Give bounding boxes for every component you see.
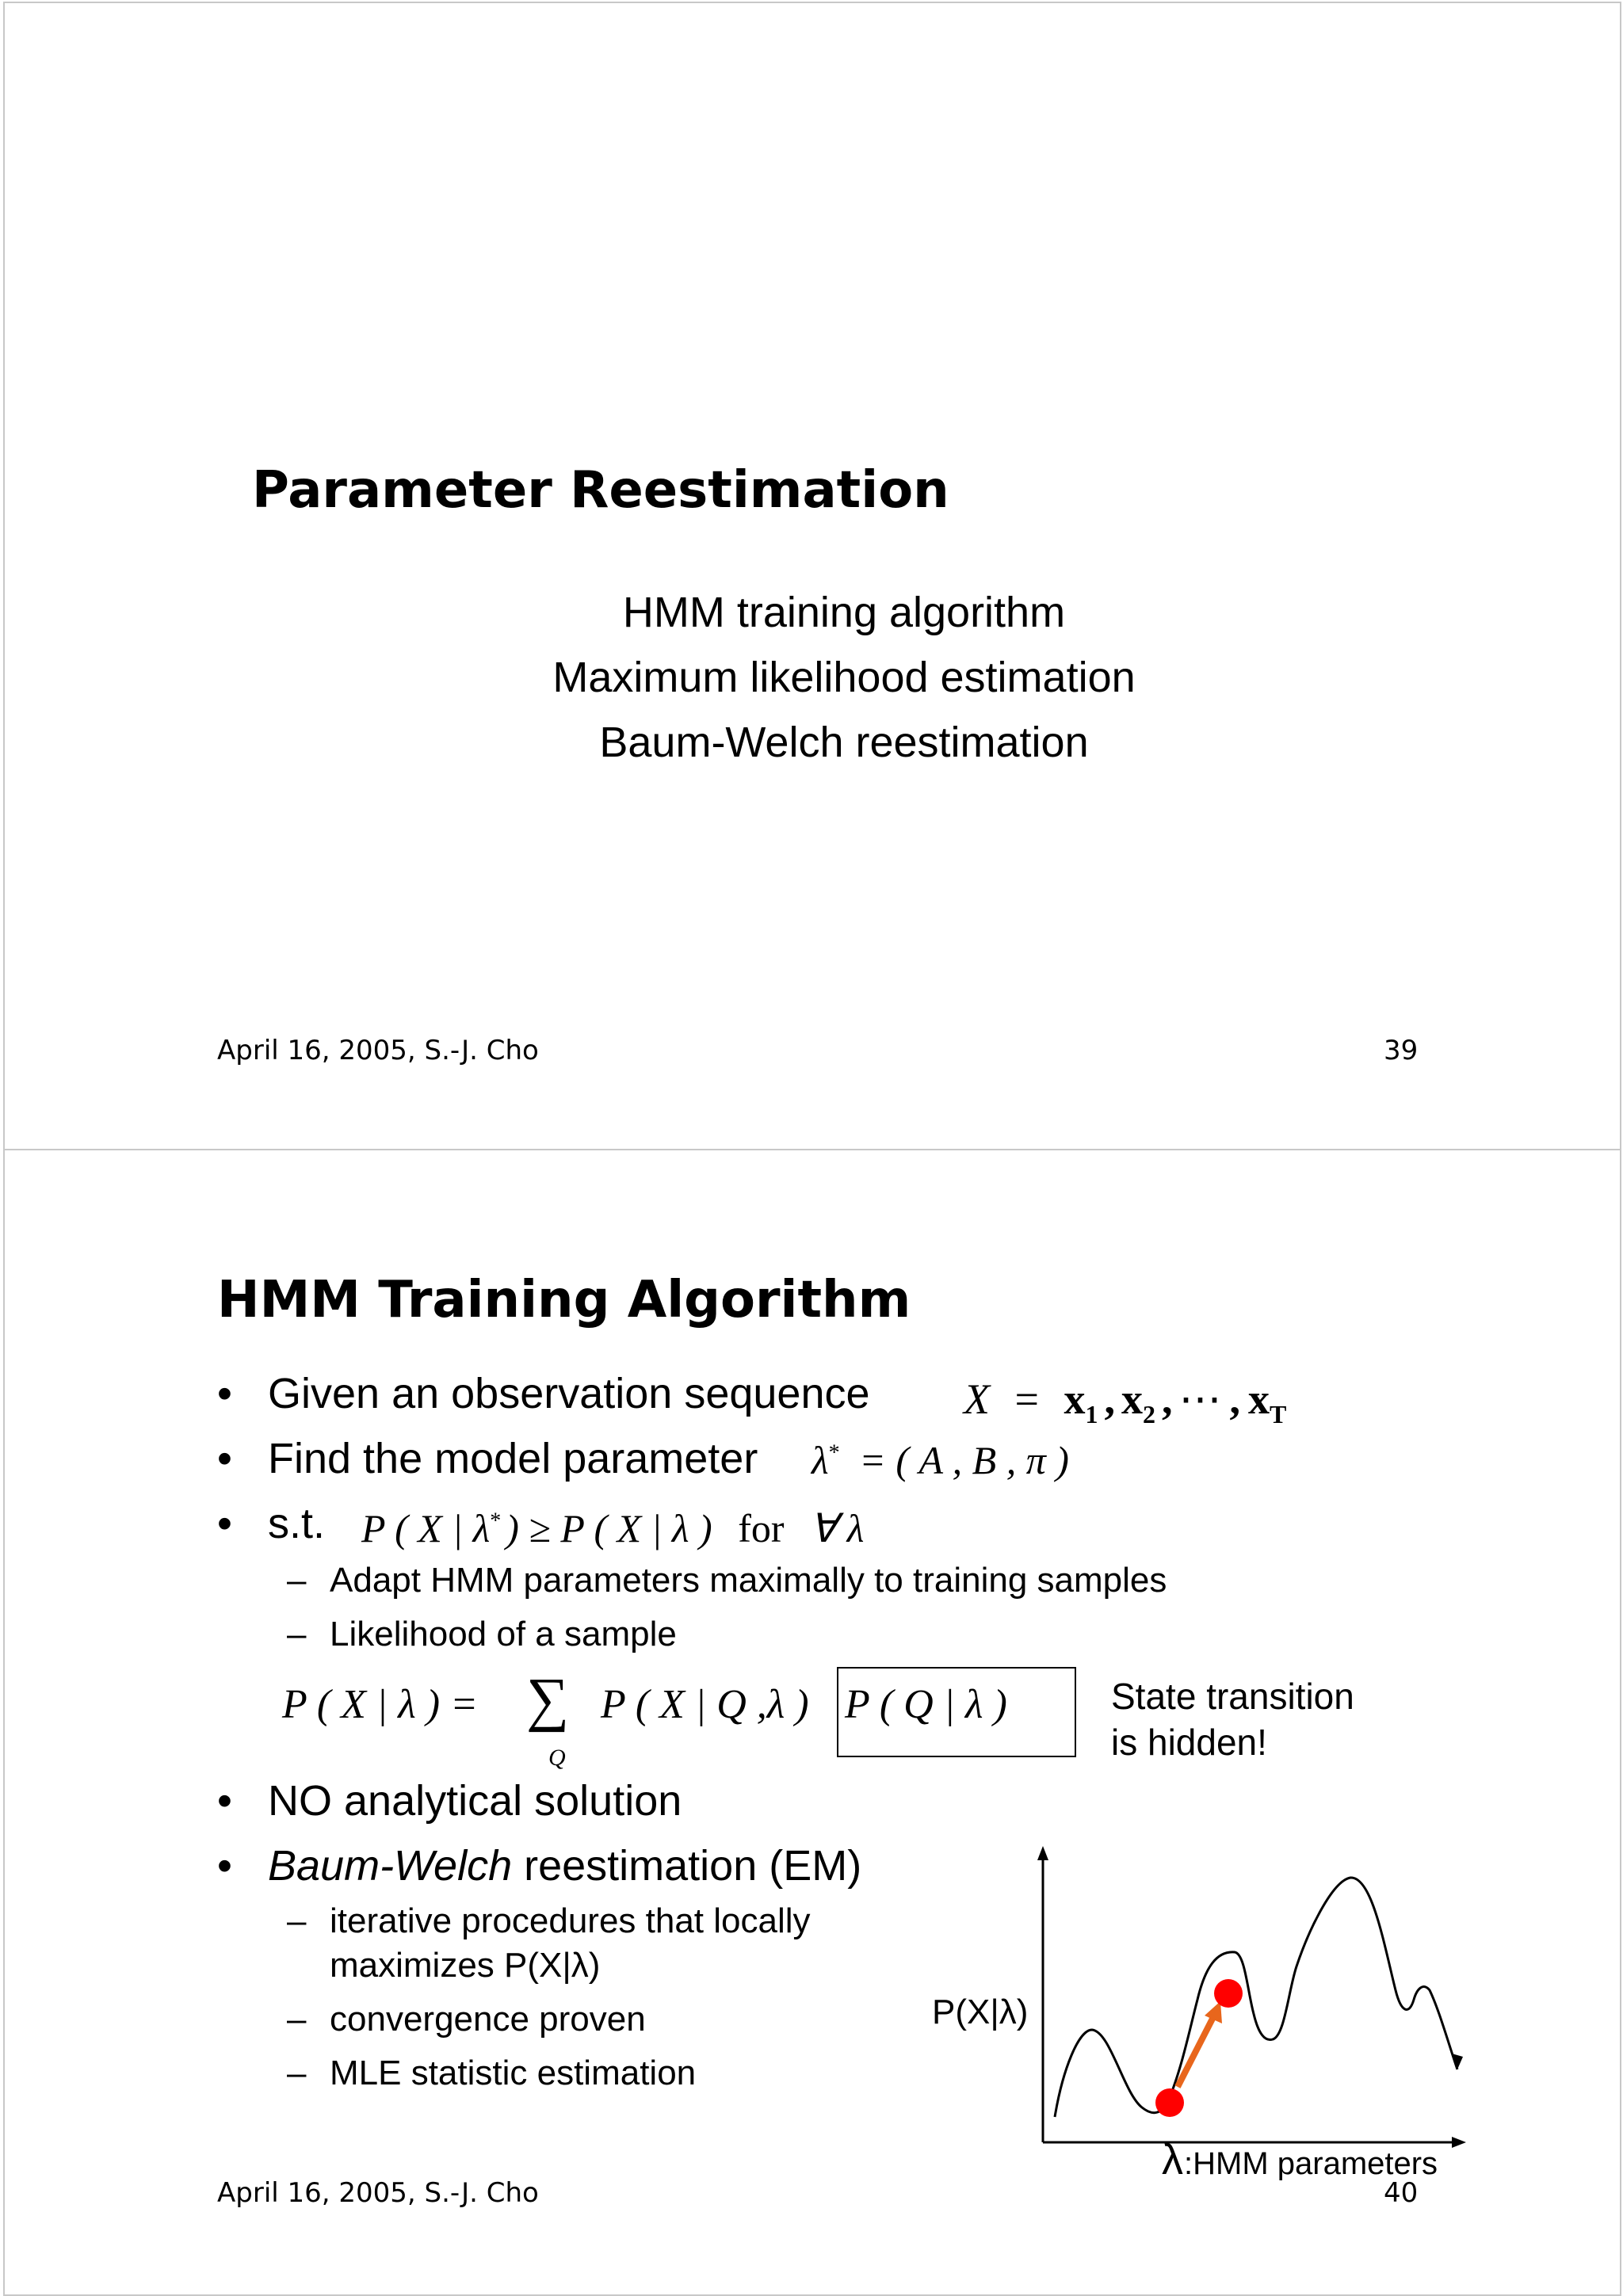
bullet-text: reestimation (EM) bbox=[512, 1842, 862, 1890]
slide-title: HMM Training Algorithm bbox=[217, 1271, 911, 1329]
sequence-formula bbox=[964, 1374, 1286, 1429]
bullet-marker: • bbox=[217, 1777, 232, 1825]
page-number: 39 bbox=[1384, 1035, 1419, 1066]
summation-index: Q bbox=[548, 1745, 566, 1771]
outline-line-3: Baum-Welch reestimation bbox=[599, 719, 1089, 766]
likelihood-landscape-plot bbox=[916, 1832, 1487, 2180]
reestimated-point bbox=[1214, 1979, 1243, 2008]
comma: , bbox=[1229, 1375, 1240, 1423]
likelihood-term-1: P ( X | Q ,λ ) bbox=[601, 1682, 809, 1727]
bullet-model-parameter bbox=[217, 1434, 758, 1483]
symbol-lambda: λ bbox=[812, 1438, 829, 1482]
dash-marker: – bbox=[287, 1561, 307, 1600]
outline-line-2: Maximum likelihood estimation bbox=[552, 654, 1136, 701]
y-axis-label: P(X|λ) bbox=[932, 1993, 1029, 2031]
sub-iterative-continued: maximizes P(X|λ) bbox=[330, 1946, 601, 1985]
bullet-text: Given an observation sequence bbox=[268, 1370, 870, 1417]
comma: , bbox=[1104, 1375, 1115, 1423]
symbol-X: X bbox=[964, 1375, 990, 1423]
x-axis-label-symbol: λ bbox=[1162, 2136, 1183, 2180]
symbol-equals: = bbox=[1014, 1375, 1039, 1423]
likelihood-curve bbox=[1055, 1878, 1457, 2117]
for-keyword: for bbox=[738, 1506, 785, 1550]
comma: , bbox=[1161, 1375, 1173, 1423]
likelihood-lhs: P ( X | λ ) = bbox=[282, 1682, 479, 1727]
bullet-marker: • bbox=[217, 1842, 232, 1890]
bullet-baum-welch bbox=[217, 1841, 862, 1890]
subscript-2: 2 bbox=[1142, 1399, 1155, 1428]
outline-line-1: HMM training algorithm bbox=[622, 589, 1066, 636]
dash-marker: – bbox=[287, 1615, 307, 1653]
reestimation-arrow bbox=[1178, 2016, 1214, 2087]
bullet-such-that bbox=[217, 1499, 326, 1548]
dash-marker: – bbox=[287, 1901, 307, 1940]
parameter-tuple: = ( A , B , π ) bbox=[859, 1438, 1069, 1482]
dash-marker: – bbox=[287, 2054, 307, 2092]
bullet-text: NO analytical solution bbox=[268, 1777, 682, 1825]
y-axis-arrowhead bbox=[1037, 1846, 1048, 1860]
annotation-line-2: is hidden! bbox=[1111, 1722, 1267, 1763]
bullet-marker: • bbox=[217, 1370, 232, 1417]
likelihood-term-2: P ( Q | λ ) bbox=[845, 1682, 1007, 1727]
condition-rhs: ) ≥ P ( X | λ ) bbox=[506, 1506, 712, 1550]
slide-39 bbox=[3, 2, 1621, 1152]
slide-40 bbox=[3, 1149, 1621, 2296]
sub-likelihood bbox=[287, 1615, 677, 1654]
subscript-T: T bbox=[1269, 1399, 1287, 1428]
sub-iterative bbox=[287, 1901, 811, 1941]
ellipsis: ⋯ bbox=[1178, 1375, 1222, 1423]
sub-text: Adapt HMM parameters maximally to training samples bbox=[330, 1561, 1167, 1600]
footer-author-date: April 16, 2005, S.-J. Cho bbox=[217, 2177, 539, 2209]
dash-marker: – bbox=[287, 2000, 307, 2039]
forall-lambda: ∀ λ bbox=[810, 1506, 865, 1550]
page-number: 40 bbox=[1384, 2177, 1419, 2209]
initial-point bbox=[1155, 2088, 1184, 2117]
x-axis-arrowhead bbox=[1452, 2137, 1466, 2148]
parameter-formula bbox=[812, 1437, 1069, 1483]
baum-welch-italic: Baum-Welch bbox=[268, 1842, 513, 1890]
footer-author-date: April 16, 2005, S.-J. Cho bbox=[217, 1035, 539, 1066]
sub-text: convergence proven bbox=[330, 2000, 646, 2039]
bullet-text: Find the model parameter bbox=[268, 1435, 758, 1482]
sub-mle bbox=[287, 2054, 697, 2093]
sub-adapt-parameters bbox=[287, 1561, 1167, 1600]
subscript-1: 1 bbox=[1085, 1399, 1098, 1428]
sub-text: MLE statistic estimation bbox=[330, 2054, 697, 2092]
symbol-x: x bbox=[1064, 1375, 1086, 1423]
sub-convergence bbox=[287, 2000, 646, 2039]
summation-symbol: ∑ bbox=[526, 1666, 570, 1733]
bullet-no-analytical-solution bbox=[217, 1776, 682, 1825]
bullet-marker: • bbox=[217, 1500, 232, 1547]
superscript-star: * bbox=[828, 1440, 840, 1466]
sub-text: Likelihood of a sample bbox=[330, 1615, 677, 1653]
superscript-star: * bbox=[490, 1508, 502, 1534]
symbol-x: x bbox=[1121, 1375, 1143, 1423]
condition-lhs: P ( X | λ bbox=[361, 1506, 491, 1550]
slide-title: Parameter Reestimation bbox=[252, 461, 949, 520]
symbol-x: x bbox=[1247, 1375, 1270, 1423]
annotation-line-1: State transition bbox=[1111, 1676, 1354, 1717]
optimality-condition bbox=[361, 1505, 864, 1551]
bullet-text: s.t. bbox=[268, 1500, 326, 1547]
sub-text: iterative procedures that locally bbox=[330, 1901, 811, 1940]
bullet-marker: • bbox=[217, 1435, 232, 1482]
x-axis-label: :HMM parameters bbox=[1184, 2146, 1438, 2180]
bullet-observation-sequence bbox=[217, 1369, 870, 1418]
